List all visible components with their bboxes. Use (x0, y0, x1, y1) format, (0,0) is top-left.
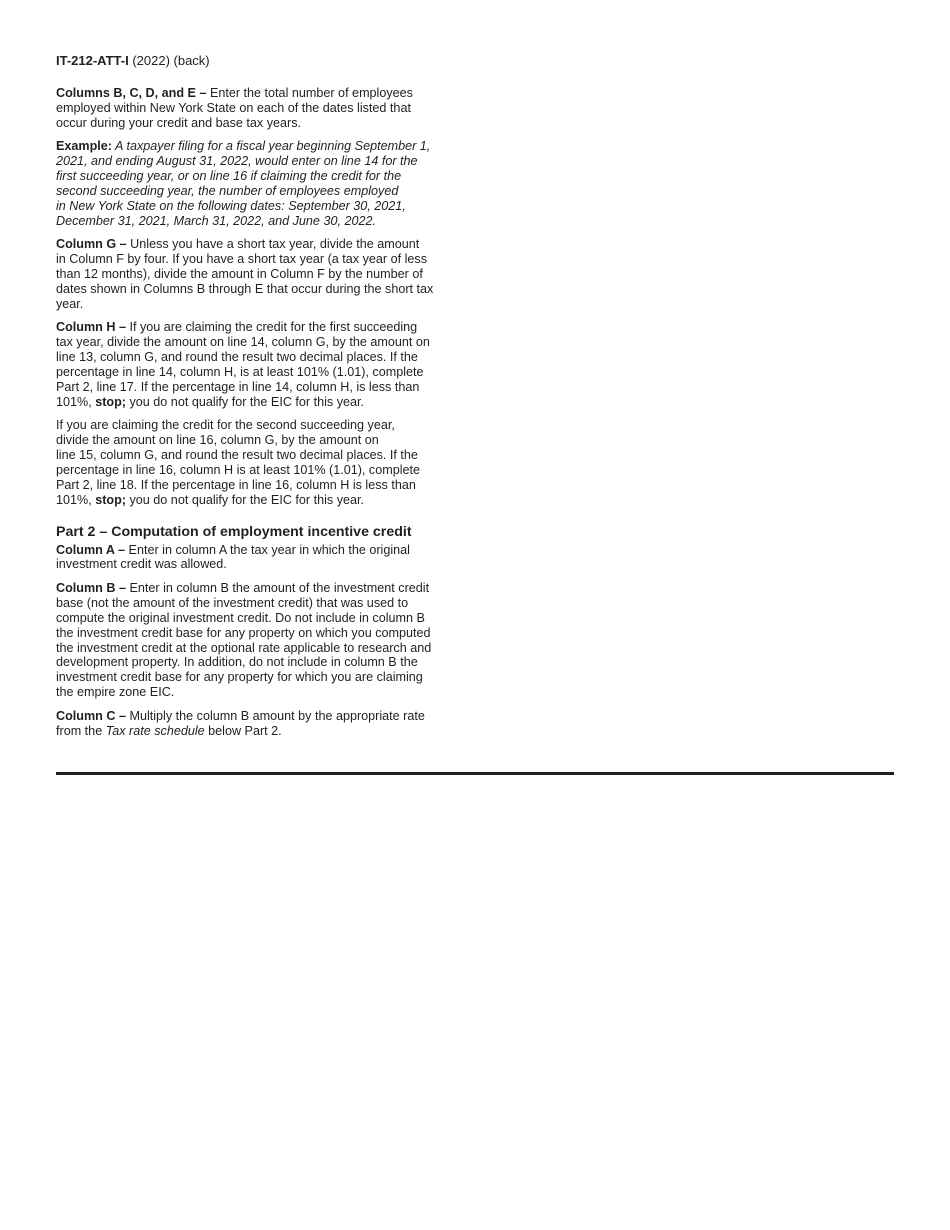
lead-label: Column G – (56, 237, 127, 252)
text-line: the investment credit at the optional rate applicable to research and (56, 640, 432, 655)
text-line: percentage in line 14, column H, is at least 101% (1.01), complete (56, 364, 424, 379)
text-line: development property. In addition, do not include in column B the (56, 655, 418, 670)
lead-label: Column H – (56, 320, 126, 335)
form-year-side: (2022) (back) (128, 53, 210, 68)
example-instructions (56, 139, 456, 228)
text-line: tax year, divide the amount on line 14, column G, by the amount on (56, 335, 430, 350)
part-2-heading: Part 2 – Computation of employment incentive credit (56, 523, 412, 540)
columns-bcde-instructions (56, 86, 456, 131)
text-line: first succeeding year, or on line 16 if claiming the credit for the (56, 169, 402, 184)
stop-emphasis: stop; (95, 394, 126, 409)
text-line: divide the amount on line 16, column G, by the amount on (56, 433, 379, 448)
text-line: 2021, and ending August 31, 2022, would enter on line 14 for the (56, 154, 418, 169)
text-line: Column G – Unless you have a short tax year, divide the amount (56, 237, 420, 252)
instructions-column (56, 86, 456, 747)
text-line: Part 2, line 18. If the percentage in line 16, column H is less than (56, 477, 416, 492)
stop-emphasis: stop; (95, 492, 126, 507)
horizontal-divider (56, 772, 894, 775)
text-line: the investment credit base for any property on which you computed (56, 625, 431, 640)
text-line: If you are claiming the credit for the second succeeding year, (56, 418, 395, 433)
text-line: Column H – If you are claiming the credit for the first succeeding (56, 320, 418, 335)
text-line: investment credit base for any property for which you are claiming (56, 670, 423, 685)
text-line: dates shown in Columns B through E that occur during the short tax (56, 281, 434, 296)
form-id: IT-212-ATT-I (56, 53, 129, 68)
column-c-instructions (56, 709, 456, 739)
text-line: base (not the amount of the investment credit) that was used to (56, 595, 409, 610)
lead-label: Example: (56, 139, 112, 154)
text-line: Column A – Enter in column A the tax year in which the original (56, 542, 410, 557)
text-line: the empire zone EIC. (56, 685, 175, 700)
column-h-instructions (56, 320, 456, 409)
text-line: investment credit was allowed. (56, 557, 227, 572)
page-header (56, 53, 210, 69)
text-line: 101%, stop; you do not qualify for the EIC for this year. (56, 492, 365, 507)
text-line: in Column F by four. If you have a short tax year (a tax year of less (56, 252, 427, 267)
column-g-instructions (56, 237, 456, 312)
column-a-instructions (56, 543, 456, 573)
text-line: Example: A taxpayer filing for a fiscal year beginning September 1, (56, 139, 431, 154)
lead-label: Column B – (56, 580, 126, 595)
lead-label: Columns B, C, D, and E – (56, 86, 207, 100)
text-line: than 12 months), divide the amount in Column F by the number of (56, 266, 423, 281)
text-line: employed within New York State on each of the dates listed that (56, 100, 411, 115)
text-line: 101%, stop; you do not qualify for the EIC for this year. (56, 394, 365, 409)
text-line: year. (56, 296, 84, 311)
text-line: from the Tax rate schedule below Part 2. (56, 723, 282, 738)
text-line: Part 2, line 17. If the percentage in line 14, column H, is less than (56, 379, 420, 394)
text-line: line 15, column G, and round the result two decimal places. If the (56, 447, 418, 462)
text-line: percentage in line 16, column H is at least 101% (1.01), complete (56, 462, 421, 477)
column-b-instructions (56, 581, 456, 700)
lead-label: Column C – (56, 708, 126, 723)
text-line: Column C – Multiply the column B amount by the appropriate rate (56, 708, 425, 723)
lead-label: Column A – (56, 542, 126, 557)
text-line: in New York State on the following dates: September 30, 2021, (56, 198, 406, 213)
text-line: compute the original investment credit. Do not include in column B (56, 610, 425, 625)
text-line: Columns B, C, D, and E – Enter the total number of employees (56, 86, 413, 100)
text-line: second succeeding year, the number of employees employed (56, 183, 399, 198)
text-line: December 31, 2021, March 31, 2022, and June 30, 2022. (56, 213, 376, 228)
text-line: line 13, column G, and round the result two decimal places. If the (56, 350, 418, 364)
tax-rate-schedule-ref: Tax rate schedule (105, 723, 205, 738)
text-line: occur during your credit and base tax years. (56, 115, 302, 130)
column-h-second-year-instructions (56, 418, 456, 507)
text-line: Column B – Enter in column B the amount of the investment credit (56, 580, 430, 595)
